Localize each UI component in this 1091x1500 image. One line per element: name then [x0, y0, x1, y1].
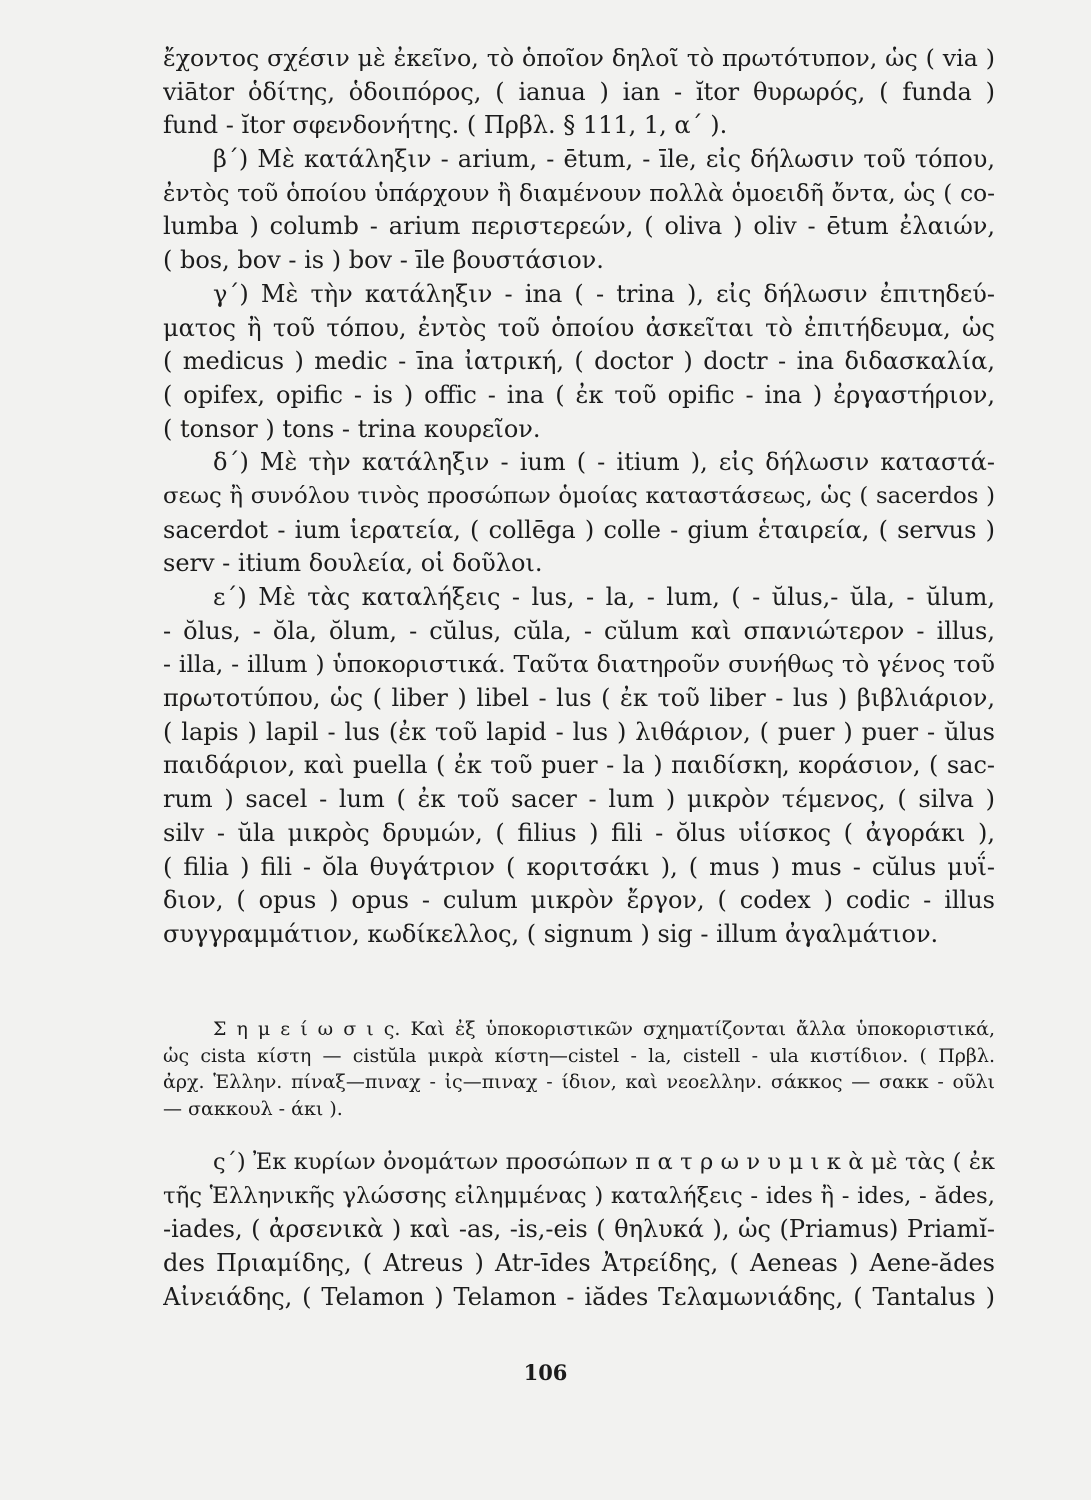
note-block: [163, 1016, 995, 1122]
text-line: ( tonsor ) tons - trina κουρεῖον.: [163, 414, 541, 443]
text-line: διον, ( opus ) opus - culum μικρὸν ἔργον, ( codex ) codic - illus: [163, 886, 995, 915]
text-line: ( lapis ) lapil - lus (ἐκ τοῦ lapid - lus ) λιθάριον, ( puer ) puer - ŭlus: [163, 717, 995, 746]
text-line: fund - ĭtor σφενδονήτης. ( Πρβλ. § 111, 1, α΄ ).: [163, 111, 728, 140]
text-line: ἔχοντος σχέσιν μὲ ἐκεῖνο, τὸ ὁποῖον δηλοῖ τὸ πρωτότυπον, ὡς ( via ): [163, 44, 995, 72]
text-line: ( bos, bov - is ) bov - īle βουστάσιον.: [163, 246, 604, 275]
text-line: ἐντὸς τοῦ ὁποίου ὑπάρχουν ἢ διαμένουν πολλὰ ὁμοειδῆ ὄντα, ὡς ( co-: [163, 179, 995, 207]
note-line: — σακκουλ - άκι ).: [163, 1097, 343, 1120]
text-line: des Πριαμίδης, ( Atreus ) Atr-īdes Ἀτρείδης, ( Aeneas ) Aene-ădes: [163, 1249, 995, 1278]
text-line: Αἰνειάδης, ( Telamon ) Telamon - iădes Τελαμωνιάδης, ( Tantalus ): [163, 1282, 995, 1311]
text-line: ( opifex, opific - is ) offic - ina ( ἐκ τοῦ opific - ina ) ἐργαστήριον,: [163, 380, 995, 409]
text-line: serv - itium δουλεία, οἱ δοῦλοι.: [163, 549, 543, 578]
note-line: ἀρχ. Ἑλλην. πίναξ—πιναχ - ἰς—πιναχ - ίδιον, καὶ νεοελλην. σάκκος — σακκ - οῦλι: [163, 1071, 995, 1093]
text-line: viātor ὁδίτης, ὁδοιπόρος, ( ianua ) ian - ĭtor θυρωρός, ( funda ): [163, 77, 995, 106]
note-line: Σ η μ ε ί ω σ ι ς. Καὶ ἐξ ὑποκοριστικῶν σχηματίζονται ἄλλα ὑποκοριστικά,: [213, 1018, 995, 1040]
text-line: πρωτοτύπου, ὡς ( liber ) libel - lus ( ἐκ τοῦ liber - lus ) βιβλιάριον,: [163, 684, 995, 713]
text-line: σεως ἢ συνόλου τινὸς προσώπων ὁμοίας καταστάσεως, ὡς ( sacerdos ): [163, 482, 995, 509]
text-line: β΄) Μὲ κατάληξιν - arium, - ētum, - īle, εἰς δήλωσιν τοῦ τόπου,: [213, 145, 995, 174]
text-line: δ΄) Μὲ τὴν κατάληξιν - ium ( - itium ), εἰς δήλωσιν καταστά-: [213, 448, 995, 477]
continued-text-block: [163, 1146, 995, 1314]
text-line: rum ) sacel - lum ( ἐκ τοῦ sacer - lum ) μικρὸν τέμενος, ( silva ): [163, 785, 995, 814]
text-line: συγγραμμάτιον, κωδίκελλος, ( signum ) sig - illum ἀγαλμάτιον.: [163, 919, 939, 948]
page-number: 106: [523, 1360, 568, 1385]
text-line: - illa, - illum ) ὑποκοριστικά. Ταῦτα διατηροῦν συνήθως τὸ γένος τοῦ: [163, 650, 995, 679]
text-line: -iades, ( ἀρσενικὰ ) καὶ -as, -is,-eis ( θηλυκά ), ὡς (Priamus) Priamĭ-: [163, 1215, 995, 1244]
text-line: - ŏlus, - ŏla, ŏlum, - cŭlus, cŭla, - cŭlum καὶ σπανιώτερον - illus,: [163, 616, 995, 645]
text-line: silv - ŭla μικρὸς δρυμών, ( filius ) fili - ŏlus υἱίσκος ( ἀγοράκι ),: [163, 818, 995, 847]
text-line: γ΄) Μὲ τὴν κατάληξιν - ina ( - trina ), εἰς δήλωσιν ἐπιτηδεύ-: [213, 279, 995, 308]
text-line: παιδάριον, καὶ puella ( ἐκ τοῦ puer - la ) παιδίσκη, κοράσιον, ( sac-: [163, 751, 995, 780]
text-line: τῆς Ἑλληνικῆς γλώσσης εἰλημμένας ) καταλήξεις - ides ἢ - ides, - ădes,: [163, 1182, 995, 1209]
text-line: ε΄) Μὲ τὰς καταλήξεις - lus, - la, - lum, ( - ŭlus,- ŭla, - ŭlum,: [213, 583, 995, 611]
main-text-block: [163, 42, 995, 952]
text-line: ς΄) Ἐκ κυρίων ὀνομάτων προσώπων π α τ ρ ω ν υ μ ι κ ὰ μὲ τὰς ( ἐκ: [213, 1149, 995, 1175]
text-line: ( filia ) fili - ŏla θυγάτριον ( κοριτσάκι ), ( mus ) mus - cŭlus μυΐ-: [163, 852, 995, 881]
text-line: ματος ἢ τοῦ τόπου, ἐντὸς τοῦ ὁποίου ἀσκεῖται τὸ ἐπιτήδευμα, ὡς: [163, 313, 995, 342]
text-line: ( medicus ) medic - īna ἰατρική, ( doctor ) doctr - ina διδασκαλία,: [163, 347, 995, 376]
text-line: sacerdot - ium ἱερατεία, ( collēga ) colle - gium ἑταιρεία, ( servus ): [163, 515, 995, 544]
text-line: lumba ) columb - arium περιστερεών, ( oliva ) oliv - ētum ἐλαιών,: [163, 212, 995, 241]
note-line: ὡς cista κίστη — cistŭla μικρὰ κίστη—cistel - la, cistell - ula κιστίδιον. ( Πρβλ.: [163, 1044, 995, 1067]
